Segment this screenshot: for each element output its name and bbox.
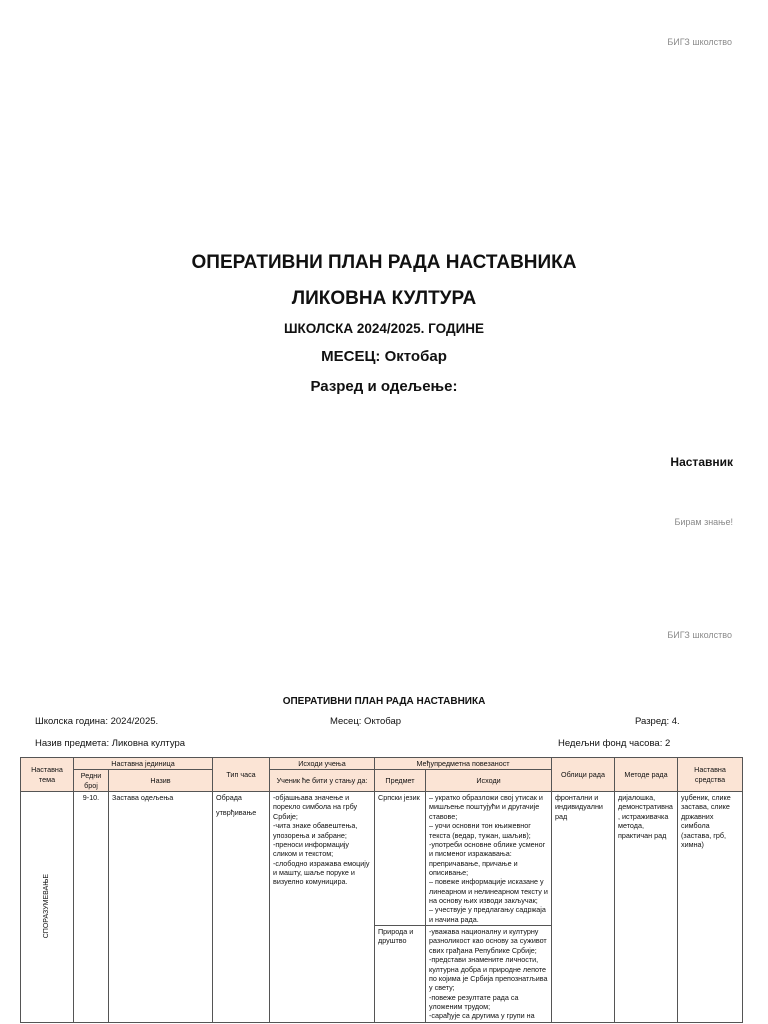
info-weekly-hours: Недељни фонд часова: 2 xyxy=(558,738,671,749)
info-month: Месец: Октобар xyxy=(330,716,402,727)
header-forms: Облици рада xyxy=(552,758,615,792)
header-outcomes-sub: Ученик ће бити у стању да: xyxy=(270,770,375,792)
cover-teacher: Наставник xyxy=(670,455,733,469)
theme-cell xyxy=(21,792,74,1023)
cover-month: МЕСЕЦ: Октобар xyxy=(321,348,447,365)
cross-outcome-item: -представи знамените личности, културна добра и природне лепоте по којима је Србија препознатљива у свету; xyxy=(429,955,548,993)
header-type: Тип часа xyxy=(213,758,270,792)
outcome-item: -слободно изражава емоцију и машту, шаље поруке и визуелно комуницира. xyxy=(273,858,370,887)
work-methods: дијалошка, демонстративна , истраживачка метода, практичан рад xyxy=(615,792,678,1023)
header-theme: Наставна тема xyxy=(21,758,74,792)
lesson-type-1: Обрада xyxy=(216,793,242,803)
outcome-item: -преноси информацију сликом и текстом; xyxy=(273,839,350,859)
cover-grade: Разред и одељење: xyxy=(310,378,458,395)
header-means: Наставна средства xyxy=(678,758,743,792)
cross-subject-2: Природа и друштво xyxy=(375,926,426,1023)
teaching-means: уџбеник, слике застава, слике државних симбола (застава, грб, химна) xyxy=(678,792,743,1023)
header-brand: БИГЗ школство xyxy=(667,37,732,47)
cross-outcomes-2 xyxy=(426,926,552,1023)
header-subject: Предмет xyxy=(375,770,426,792)
info-school-year: Школска година: 2024/2025. xyxy=(35,716,159,727)
cross-outcome-item: – уочи основни тон књижевног текста (ведар, тужан, шаљив); xyxy=(429,821,531,840)
header-name: Назив xyxy=(109,770,213,792)
header-cross-outcomes: Исходи xyxy=(426,770,552,792)
cross-outcome-item: -употреби основне облике усменог и писменог изражавања: препричавање, причање и описивање; xyxy=(429,839,546,877)
lesson-type-2: утврђивање xyxy=(216,808,257,818)
cross-outcome-item: – повеже информације исказане у линеарном и нелинеарном тексту и на основу њих изводи закључак; xyxy=(429,877,548,906)
cross-outcome-item: -сарађује са другима у групи на xyxy=(429,1011,535,1021)
cross-outcome-item: – укратко образложи свој утисак и мишљење поштујући и другачије ставове; xyxy=(429,793,543,821)
cover-title: ОПЕРАТИВНИ ПЛАН РАДА НАСТАВНИКА xyxy=(191,252,577,273)
cover-slogan: Бирам знање! xyxy=(674,517,733,527)
cover-subject: ЛИКОВНА КУЛТУРА xyxy=(291,288,477,309)
header-cross: Међупредметна повезаност xyxy=(375,758,552,770)
theme-label: СПОРАЗУМЕВАЊЕ xyxy=(43,873,51,938)
header-outcomes: Исходи учења xyxy=(270,758,375,770)
header-brand-page2: БИГЗ школство xyxy=(667,630,732,640)
plan-table xyxy=(20,757,743,1023)
info-subject: Назив предмета: Ликовна култура xyxy=(35,738,186,749)
row-number: 9-10. xyxy=(74,792,109,1023)
header-unit: Наставна јединица xyxy=(74,758,213,770)
work-forms: фронтални и индивидуални рад xyxy=(552,792,615,1023)
cross-outcome-item: -повеже резултате рада са уложеним трудом; xyxy=(429,992,519,1011)
outcome-item: -објашњава значење и порекло симбола на грбу Србије; xyxy=(273,793,358,821)
info-grade: Разред: 4. xyxy=(635,716,680,727)
cross-subject-1: Српски језик xyxy=(375,792,426,926)
cross-outcome-item: -уважава националну и културну разноликост као основу за суживот свих грађана Републике Србије; xyxy=(429,927,547,955)
outcome-item: -чита знаке обавештења, упозорења и забране; xyxy=(273,821,358,840)
cross-outcomes-1 xyxy=(426,792,552,926)
table-row xyxy=(21,792,743,926)
cross-outcome-item: – учествује у предлагању садржаја и начина рада. xyxy=(429,905,546,924)
header-methods: Методе рада xyxy=(615,758,678,792)
unit-name: Застава одељења xyxy=(109,792,213,1023)
header-no: Редни број xyxy=(74,770,109,792)
lesson-type xyxy=(213,792,270,1023)
outcomes-cell xyxy=(270,792,375,1023)
cover-school-year: ШКОЛСКА 2024/2025. ГОДИНЕ xyxy=(283,321,485,336)
plan-title: ОПЕРАТИВНИ ПЛАН РАДА НАСТАВНИКА xyxy=(282,696,486,707)
